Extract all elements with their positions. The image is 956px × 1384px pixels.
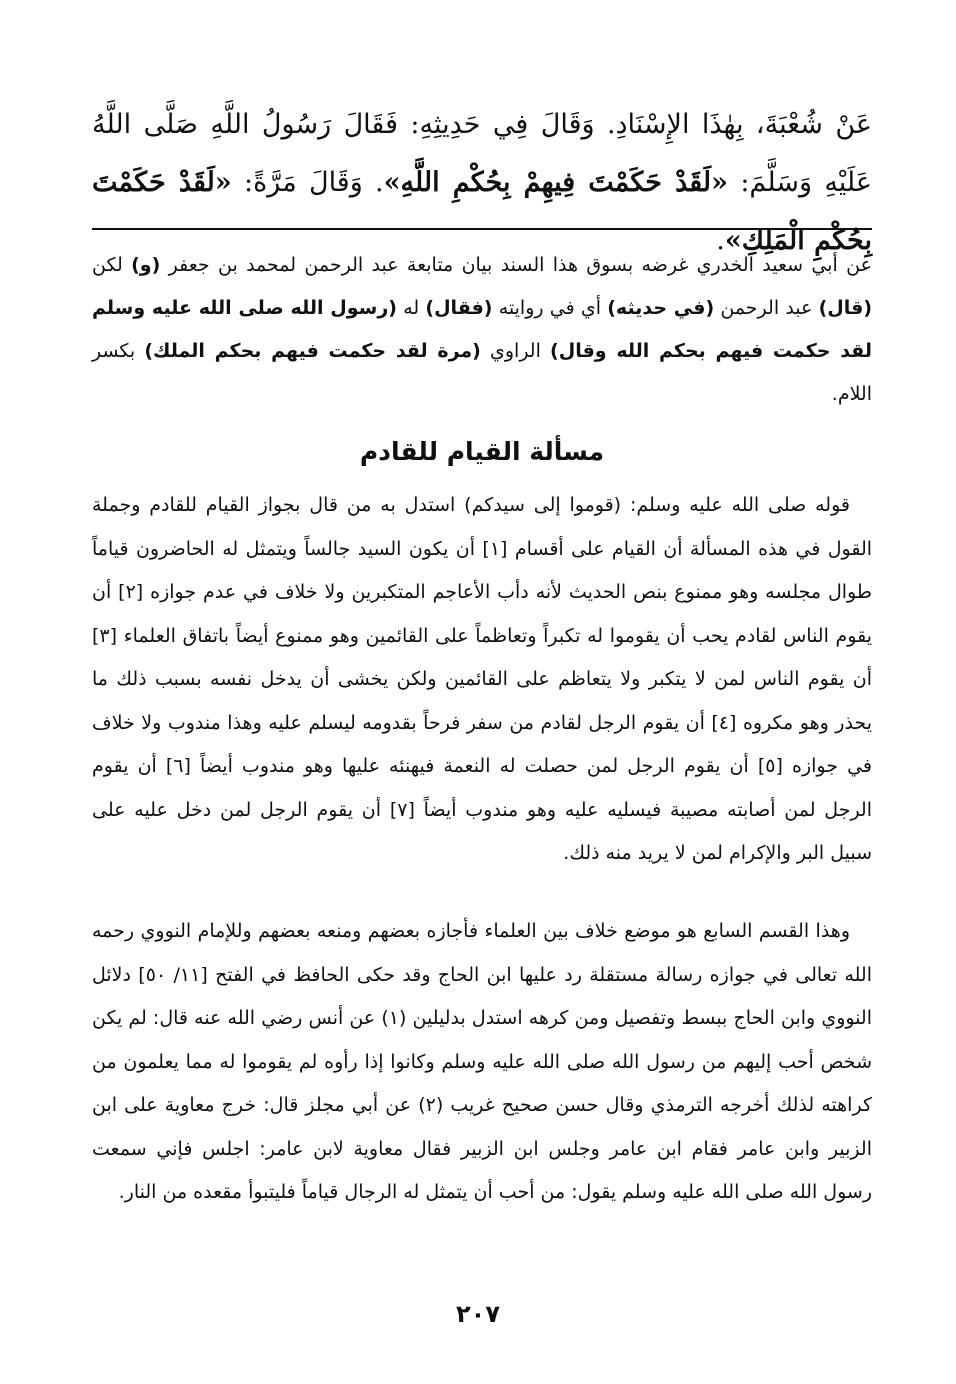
commentary-text-6: الراوي bbox=[480, 340, 551, 362]
commentary-bold-3: (في حديثه) bbox=[607, 297, 715, 319]
commentary-bold-5: (رسول الله صلى الله عليه وسلم لقد حكمت فيهم بحكم الله وقال) bbox=[92, 297, 872, 362]
commentary-bold-6: (مرة لقد حكمت فيهم بحكم الملك) bbox=[144, 340, 481, 362]
commentary-bold-1: (و) bbox=[131, 254, 161, 276]
hadith-quote-1: «لَقَدْ حَكَمْتَ فِيهِمْ بِحُكْمِ اللَّهِ» bbox=[383, 167, 729, 198]
paragraph-1: قوله صلى الله عليه وسلم: (قوموا إلى سيدكم) استدل به من قال بجواز القيام للقادم وجملة القول في هذه المسألة أن القيام على أقسام [١] أن يكون السيد جالساً ويتمثل له الحاضرون قياماً طوال مجلسه وهو ممنوع بنص الحديث لأنه دأب الأعاجم المتكبرين ولا خلاف في عدم جوازه [٢] أن يقوم الناس لقادم يحب أن يقوموا له تكبراً وتعاظماً على القائمين وهو ممنوع أيضاً باتفاق العلماء [٣] أن يقوم الناس لمن لا يتكبر ولا يتعاظم على القائمين ولكن يخشى أن يدخل نفسه بسبب ذلك ما يحذر وهو مكروه [٤] أن يقوم الرجل لقادم من سفر فرحاً بقدومه ليسلم عليه وهذا مندوب ولا خلاف في جوازه [٥] أن يقوم الرجل لمن حصلت له النعمة فيهنئه عليها وهو مندوب أيضاً [٦] أن يقوم الرجل لمن أصابته مصيبة فيسليه عليه وهو مندوب أيضاً [٧] أن يقوم الرجل لمن دخل عليه على سبيل البر والإكرام لمن لا يريد منه ذلك. bbox=[92, 494, 873, 864]
commentary-bold-4: (فقال) bbox=[425, 297, 493, 319]
commentary-text-3: عبد الرحمن bbox=[714, 297, 819, 319]
section-title: مسألة القيام للقادم bbox=[359, 437, 605, 466]
page-number: ٢٠٧ bbox=[456, 1300, 500, 1328]
commentary-bold-2: (قال) bbox=[818, 297, 873, 319]
commentary-text-4: أي في روايته bbox=[492, 297, 608, 319]
commentary-text-7: بكسر اللام. bbox=[92, 340, 872, 405]
commentary-text-2: لكن bbox=[92, 254, 132, 276]
commentary-text bbox=[92, 244, 872, 416]
separator-line bbox=[92, 228, 872, 230]
commentary-text-5: له bbox=[396, 297, 426, 319]
hadith-line-2e: . bbox=[716, 225, 725, 256]
hadith-line-2a: وَسَلَّمَ: bbox=[728, 167, 813, 198]
hadith-line-1: عَنْ شُعْبَةَ، بِهٰذَا الإِسْنَادِ. وَقَالَ فِي حَدِيثِهِ: فَقَالَ رَسُولُ اللَّهِ صَلَّى اللَّهُ عَلَيْهِ bbox=[92, 109, 872, 198]
hadith-quote-2: «لَقَدْ حَكَمْتَ بِحُكْمِ الْمَلِكِ» bbox=[92, 167, 872, 256]
hadith-line-2c: . وَقَالَ مَرَّةً: bbox=[231, 167, 384, 198]
commentary-text-1: عن أبي سعيد الخدري غرضه بسوق هذا السند بيان متابعة عبد الرحمن لمحمد بن جعفر bbox=[160, 254, 872, 276]
paragraph-2: وهذا القسم السابع هو موضع خلاف بين العلماء فأجازه بعضهم ومنعه بعضهم وللإمام النووي رحمه الله تعالى في جوازه رسالة مستقلة رد عليها ابن الحاج وقد حكى الحافظ في الفتح [١١/ ٥٠] دلائل النووي وابن الحاج ببسط وتفصيل ومن كرهه استدل بدليلين (١) عن أنس رضي الله عنه قال: لم يكن شخص أحب إليهم من رسول الله صلى الله عليه وسلم وكانوا إذا رأوه لم يقوموا له مما يعلمون من كراهته لذلك أخرجه الترمذي وقال حسن صحيح غريب (٢) عن أبي مجلز قال: خرج معاوية على ابن الزبير وابن عامر فقام ابن عامر وجلس ابن الزبير فقال معاوية لابن عامر: اجلس فإني سمعت رسول الله صلى الله عليه وسلم يقول: من أحب أن يتمثل له الرجال قياماً فليتبوأ مقعده من النار. bbox=[92, 920, 872, 1203]
